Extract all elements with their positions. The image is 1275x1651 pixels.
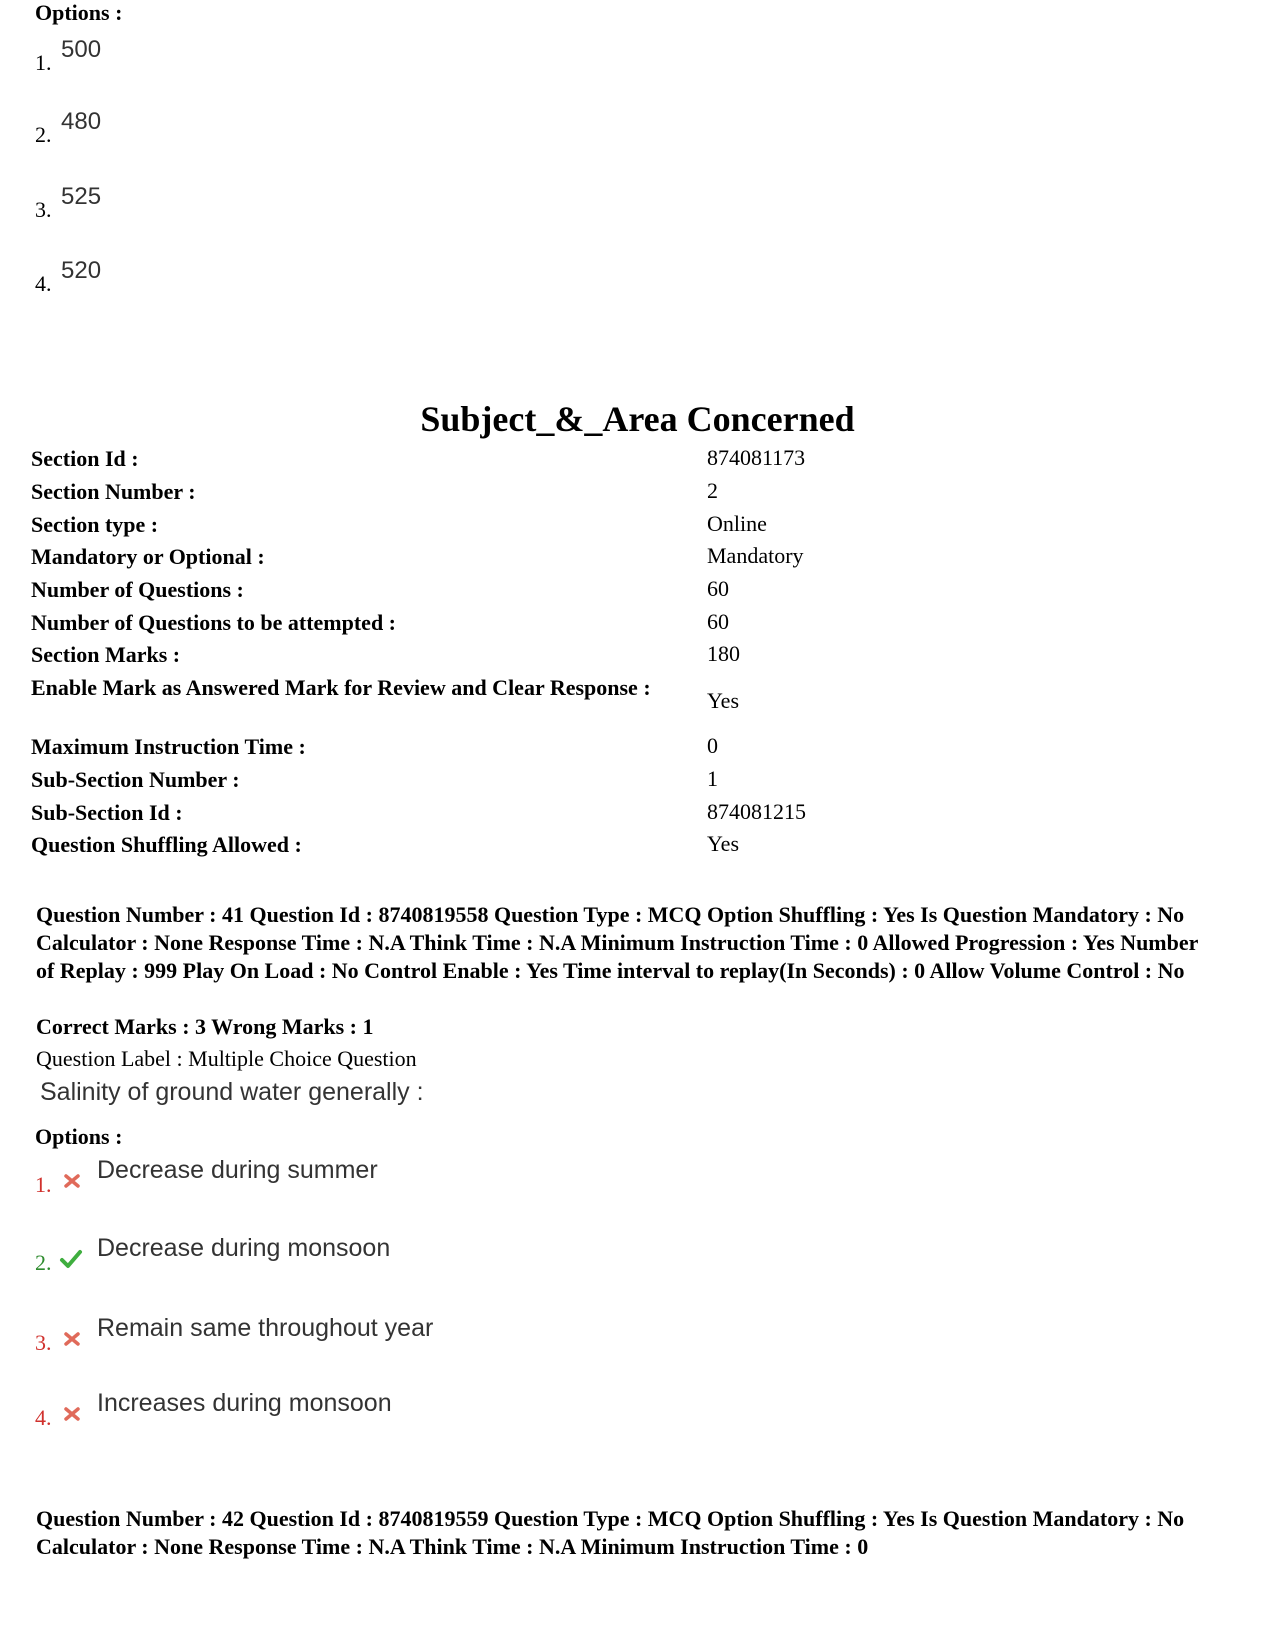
question-label: Question Label : Multiple Choice Question xyxy=(36,1046,417,1071)
row-label: Maximum Instruction Time : xyxy=(31,734,306,759)
row-label: Section type : xyxy=(31,512,159,537)
option-text: 520 xyxy=(61,257,102,284)
row-value: 60 xyxy=(707,609,729,634)
cross-icon xyxy=(61,1328,83,1350)
question-text: Salinity of ground water generally : xyxy=(40,1078,424,1106)
row-value: Yes xyxy=(707,831,740,856)
row-value: 180 xyxy=(707,641,740,666)
row-value: 874081173 xyxy=(707,445,806,470)
row-label: Section Id : xyxy=(31,446,139,471)
option-number: 1. xyxy=(35,50,52,75)
cross-icon xyxy=(61,1170,83,1192)
option-number: 2. xyxy=(35,1250,52,1275)
row-value: Mandatory xyxy=(707,543,804,568)
option-number: 1. xyxy=(35,1172,52,1197)
cross-icon xyxy=(61,1403,83,1425)
row-value: 874081215 xyxy=(707,799,806,824)
option-text: Decrease during monsoon xyxy=(97,1234,391,1262)
row-label: Sub-Section Id : xyxy=(31,800,183,825)
option-number: 3. xyxy=(35,197,52,222)
option-number: 3. xyxy=(35,1330,52,1355)
row-label: Section Number : xyxy=(31,479,196,504)
option-text: 500 xyxy=(61,36,102,63)
row-value: Yes xyxy=(707,688,740,713)
row-value: 0 xyxy=(707,733,718,758)
option-text: Decrease during summer xyxy=(97,1156,378,1184)
option-number: 4. xyxy=(35,1405,52,1430)
row-value: Online xyxy=(707,511,767,536)
row-value: 2 xyxy=(707,478,718,503)
question-meta: Question Number : 42 Question Id : 8740819559 Question Type : MCQ Option Shuffling : Yes Is Question Mandatory : No Calculator : None Response Time : N.A Think Time : N.A Minimum Instruction Time : 0 xyxy=(36,1506,1185,1559)
row-label: Mandatory or Optional : xyxy=(31,544,265,569)
section-title: Subject_&_Area Concerned xyxy=(420,399,855,439)
check-icon xyxy=(57,1248,83,1270)
row-label: Number of Questions : xyxy=(31,577,244,602)
option-text: Remain same throughout year xyxy=(97,1314,434,1342)
option-number: 2. xyxy=(35,122,52,147)
option-text: 525 xyxy=(61,183,102,210)
options-header: Options : xyxy=(35,1124,123,1149)
row-label: Enable Mark as Answered Mark for Review and Clear Response : xyxy=(31,675,651,700)
row-value: 60 xyxy=(707,576,729,601)
option-number: 4. xyxy=(35,271,52,296)
option-text: Increases during monsoon xyxy=(97,1389,392,1417)
row-label: Sub-Section Number : xyxy=(31,767,240,792)
row-label: Question Shuffling Allowed : xyxy=(31,832,302,857)
question-marks: Correct Marks : 3 Wrong Marks : 1 xyxy=(36,1014,374,1039)
option-text: 480 xyxy=(61,108,102,135)
options-header: Options : xyxy=(35,0,123,25)
question-meta: Question Number : 41 Question Id : 8740819558 Question Type : MCQ Option Shuffling : Yes Is Question Mandatory : No Calculator : None Response Time : N.A Think Time : N.A Minimum Instruction Time : 0 Allowed Progression : Yes Number of Replay : 999 Play On Load : No Control Enable : Yes Time interval to replay(In Seconds) : 0 Allow Volume Control : No xyxy=(36,902,1199,983)
row-value: 1 xyxy=(707,766,718,791)
row-label: Number of Questions to be attempted : xyxy=(31,610,397,635)
row-label: Section Marks : xyxy=(31,642,181,667)
